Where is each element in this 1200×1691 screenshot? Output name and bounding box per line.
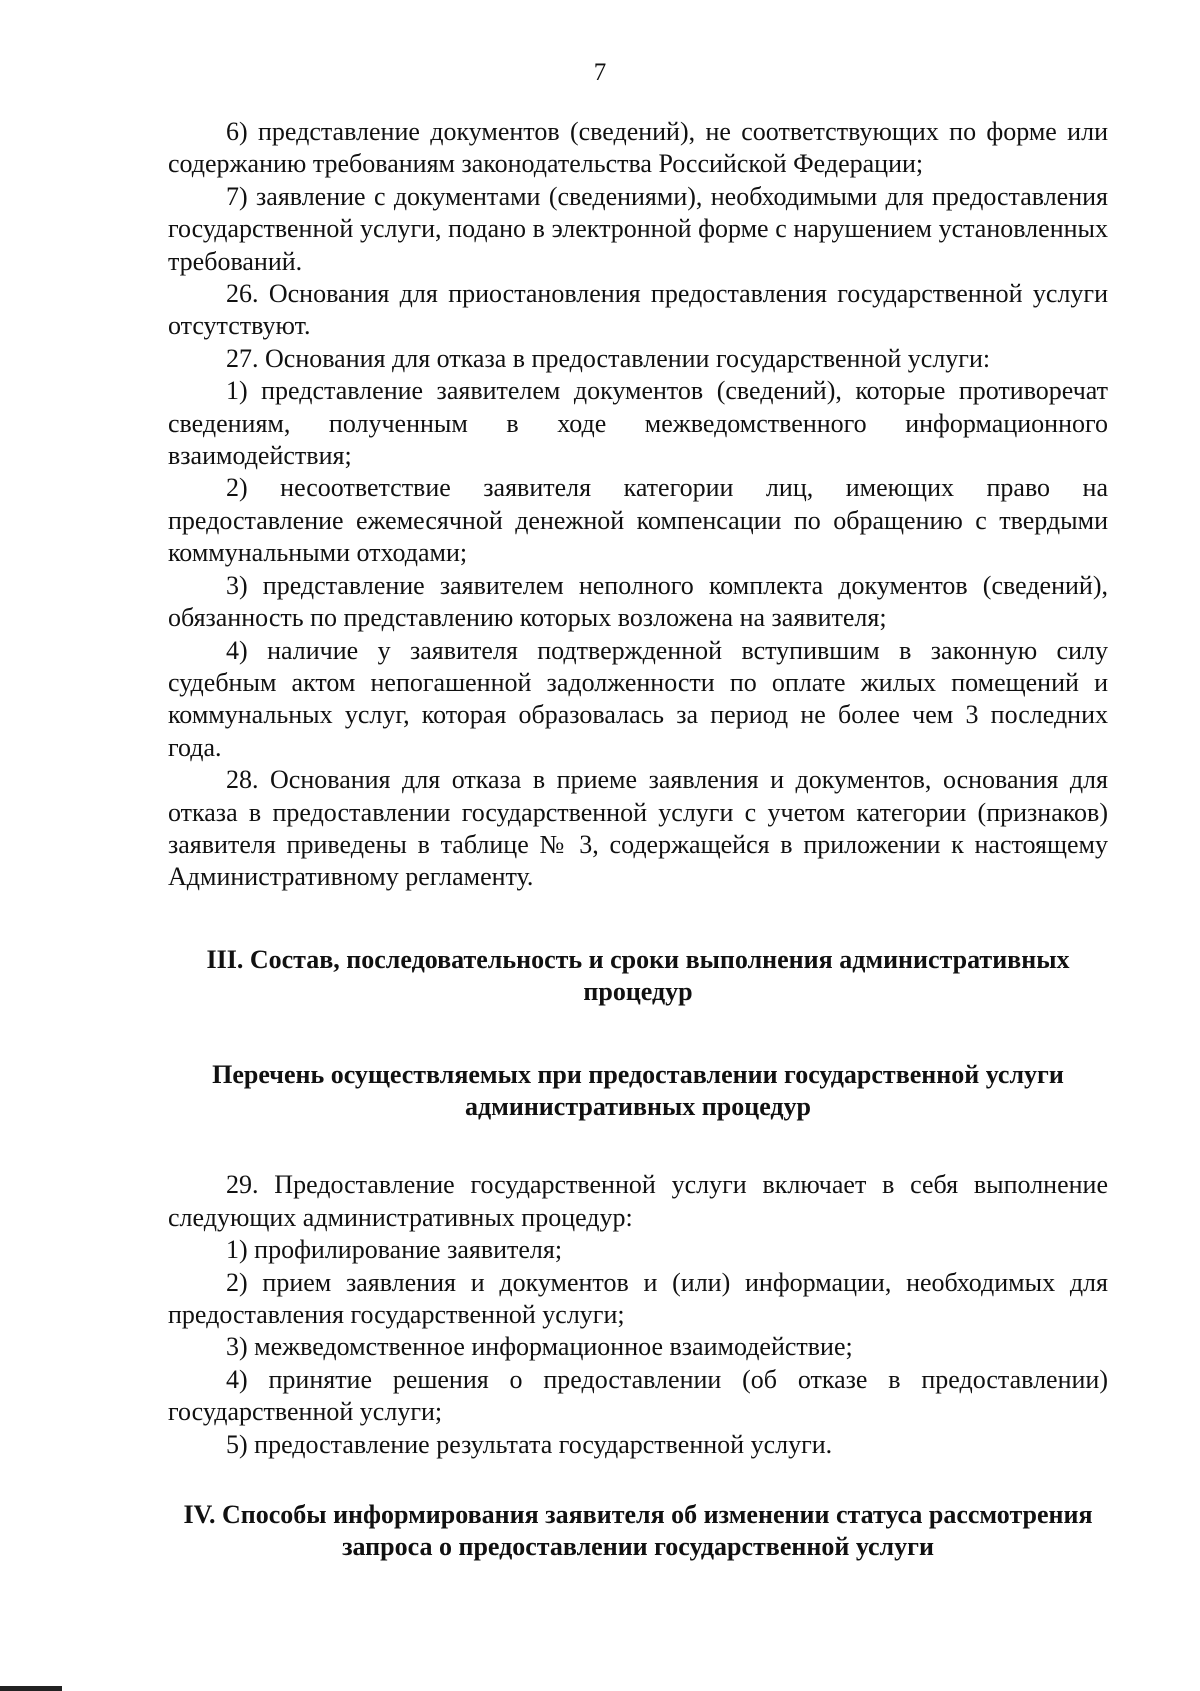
scan-edge-mark <box>0 1686 62 1691</box>
section-3-heading: III. Состав, последовательность и сроки выполнения административных процедур <box>206 944 1070 1007</box>
list-item: 2) прием заявления и документов и (или) информации, необходимых для предоставления государственной услуги; <box>168 1267 1108 1329</box>
paragraph: 27. Основания для отказа в предоставлении государственной услуги: <box>226 343 991 373</box>
paragraph: 26. Основания для приостановления предоставления государственной услуги отсутствуют. <box>168 279 1108 341</box>
paragraph: 28. Основания для отказа в приеме заявления и документов, основания для отказа в предоставлении государственной услуги с учетом категории (признаков) заявителя приведены в таблице № 3, содержащейся в приложении к настоящему Административному регламенту. <box>168 765 1108 892</box>
paragraph: 7) заявление с документами (сведениями), необходимыми для предоставления государственной услуги, подано в электронной форме с нарушением установленных требований. <box>168 181 1108 276</box>
list-item: 1) профилирование заявителя; <box>226 1235 563 1265</box>
paragraph: 3) представление заявителем неполного комплекта документов (сведений), обязанность по представлению которых возложена на заявителя; <box>168 570 1108 633</box>
page-number: 7 <box>593 59 607 86</box>
list-item: 4) принятие решения о предоставлении (об отказе в предоставлении) государственной услуги; <box>168 1364 1108 1427</box>
list-item: 3) межведомственное информационное взаимодействие; <box>226 1332 853 1362</box>
paragraph: 6) представление документов (сведений), не соответствующих по форме или содержанию требованиям законодательства Российской Федерации; <box>168 117 1108 179</box>
paragraph: 29. Предоставление государственной услуги включает в себя выполнение следующих административных процедур: <box>168 1170 1108 1232</box>
paragraph: 1) представление заявителем документов (сведений), которые противоречат сведениям, полученным в ходе межведомственного информационного взаимодействия; <box>168 376 1108 471</box>
section-4-heading: IV. Способы информирования заявителя об изменении статуса рассмотрения запроса о предоставлении государственной услуги <box>183 1500 1093 1562</box>
list-item: 5) предоставление результата государственной услуги. <box>226 1429 833 1459</box>
paragraph: 4) наличие у заявителя подтвержденной вступившим в законную силу судебным актом непогашенной задолженности по оплате жилых помещений и коммунальных услуг, которая образовалась за период не более чем 3 последних года. <box>168 635 1108 762</box>
paragraph: 2) несоответствие заявителя категории лиц, имеющих право на предоставление ежемесячной денежной компенсации по обращению с твердыми коммунальными отходами; <box>168 473 1108 568</box>
document-body <box>168 116 1108 1564</box>
subsection-heading: Перечень осуществляемых при предоставлении государственной услуги административных процедур <box>212 1059 1064 1121</box>
